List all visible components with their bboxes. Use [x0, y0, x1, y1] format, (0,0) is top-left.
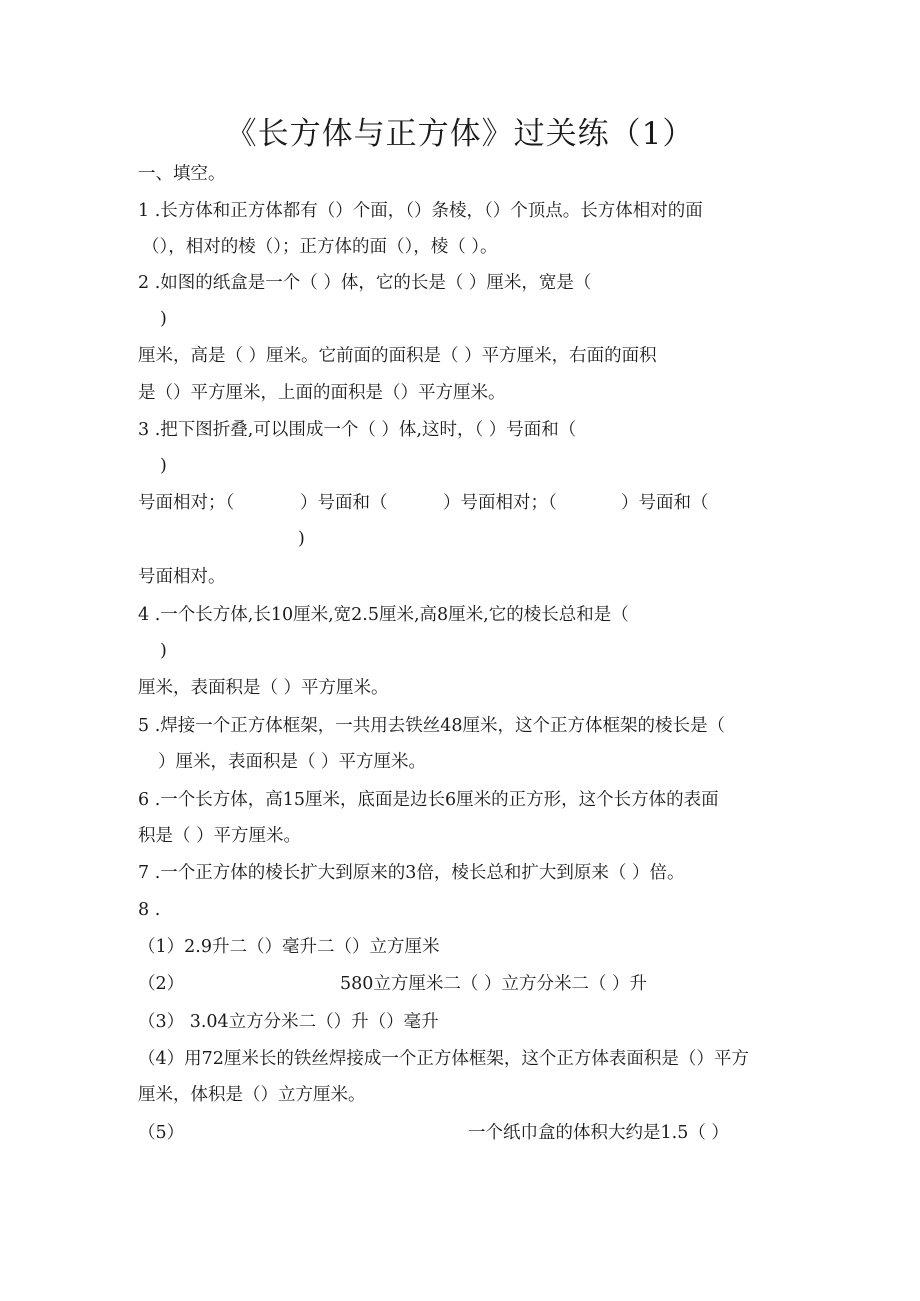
q3-line3a: 号面相对；（ [138, 493, 235, 513]
q3-line1: 3 .把下图折叠,可以围成一个（ ）体,这时，（ ）号面和（ [138, 420, 577, 440]
q3-line2: ) [160, 456, 167, 476]
q2-line3: 厘米，高是（ ）厘米。它前面的面积是（ ）平方厘米，右面的面积 [138, 346, 657, 366]
q8-part2-text: 580立方厘米二（ ）立方分米二（ ）升 [340, 974, 648, 994]
q2-line2: ) [160, 309, 167, 329]
q1-line2: （），相对的棱（）；正方体的面（），棱（ ）。 [142, 237, 498, 257]
q1-line1: 1 .长方体和正方体都有（）个面，（）条棱，（）个顶点。长方体相对的面 [138, 201, 703, 221]
q8-part3: （3） 3.04立方分米二（）升（）毫升 [138, 1012, 439, 1032]
q8-part4-line1: （4）用72厘米长的铁丝焊接成一个正方体框架，这个正方体表面积是（）平方 [138, 1049, 749, 1069]
q5-line2: ）厘米，表面积是（ ）平方厘米。 [158, 752, 427, 772]
q8-label: 8 . [138, 900, 161, 920]
q5-line1: 5 .焊接一个正方体框架，一共用去铁丝48厘米，这个正方体框架的棱长是（ [138, 716, 726, 736]
q8-part4-line2: 厘米，体积是（）立方厘米。 [138, 1085, 366, 1105]
q4-line3: 厘米，表面积是（ ）平方厘米。 [138, 678, 389, 698]
q8-part1: （1）2.9升二（）毫升二（）立方厘米 [138, 937, 440, 957]
q3-line3d: ）号面和（ [621, 493, 709, 513]
q3-line3b: ）号面和（ [300, 493, 388, 513]
q4-line1: 4 .一个长方体,长10厘米,宽2.5厘米,高8厘米,它的棱长总和是（ [138, 605, 629, 625]
q3-line5: 号面相对。 [138, 567, 226, 587]
q2-line4: 是（）平方厘米，上面的面积是（）平方厘米。 [138, 383, 506, 403]
q6-line1: 6 .一个长方体，高15厘米，底面是边长6厘米的正方形，这个长方体的表面 [138, 790, 719, 810]
q3-line4: ) [298, 529, 305, 549]
q8-part2-label: （2） [138, 974, 185, 994]
q8-part5-text: 一个纸巾盒的体积大约是1.5（ ） [468, 1123, 729, 1143]
q7-line1: 7 .一个正方体的棱长扩大到原来的3倍，棱长总和扩大到原来（ ）倍。 [138, 863, 685, 883]
q8-part5-label: （5） [138, 1123, 185, 1143]
q2-line1: 2 .如图的纸盒是一个（ ）体，它的长是（ ）厘米，宽是（ [138, 273, 592, 293]
q6-line2: 积是（ ）平方厘米。 [138, 826, 302, 846]
q3-line3c: ）号面相对；（ [443, 493, 557, 513]
q4-line2: ) [160, 641, 167, 661]
worksheet-title: 《长方体与正方体》过关练（1） [225, 116, 695, 152]
section-heading: 一、填空。 [138, 164, 226, 184]
